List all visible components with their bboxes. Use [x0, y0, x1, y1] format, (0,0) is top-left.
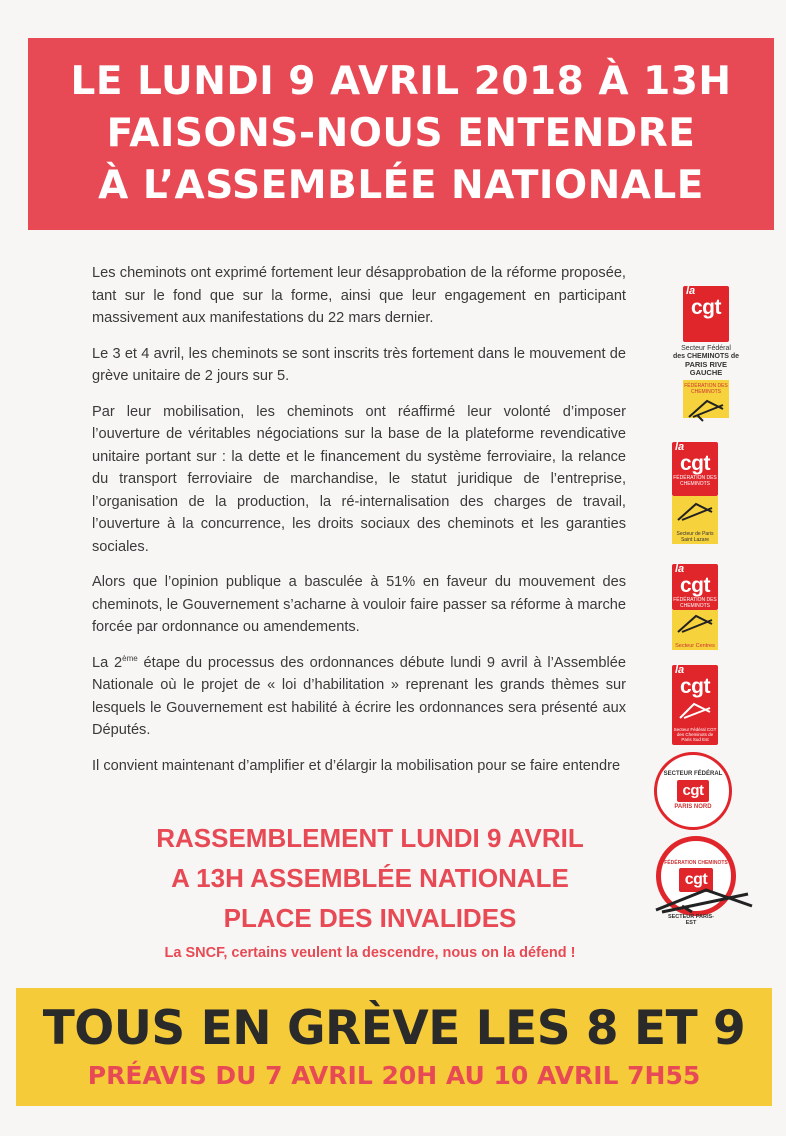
rail-icon — [672, 496, 718, 526]
logo-5-top: SECTEUR FÉDÉRAL — [663, 771, 723, 777]
logo-1-name: des CHEMINOTS de — [672, 353, 740, 360]
federation-label: FÉDÉRATION DES CHEMINOTS — [673, 475, 717, 487]
paragraph-2: Le 3 et 4 avril, les cheminots se sont inscrits très fortement dans le mouvement de grève unitaire de 2 jours sur 5. — [92, 345, 626, 384]
header-line-1: LE LUNDI 9 AVRIL 2018 À 13H — [70, 59, 732, 104]
paragraph-5-rest: étape du processus des ordonnances débute lundi 9 avril à l’Assemblée Nationale où le projet de « loi d’habilitation » reprenant les grands thèmes sur lesquels le Gouvernement est habilité à écrire les ordonnances sera présenté aux Députés. — [92, 654, 627, 738]
la-text: la — [686, 285, 696, 297]
cgt-text: cgt — [682, 782, 704, 799]
header-banner — [28, 38, 774, 230]
rally-line-3: PLACE DES INVALIDES — [223, 903, 517, 933]
logo-6-top: FÉDÉRATION CHEMINOTS — [664, 860, 728, 866]
cgt-text: cgt — [680, 574, 710, 597]
cgt-paris-sud-est-logo — [672, 665, 718, 745]
cgt-text: cgt — [684, 871, 708, 888]
cgt-paris-nord-badge — [654, 752, 732, 830]
rail-emblem — [683, 380, 729, 418]
cgt-text: cgt — [680, 452, 710, 475]
logo-5-bottom: PARIS NORD — [674, 804, 712, 810]
strike-notice: PRÉAVIS DU 7 AVRIL 20H AU 10 AVRIL 7H55 — [87, 1061, 701, 1090]
federation-label: FÉDÉRATION DES CHEMINOTS — [673, 597, 717, 609]
rail-emblem — [672, 496, 718, 544]
paragraph-5-superscript: ème — [122, 653, 138, 663]
paragraph-5 — [92, 652, 626, 742]
logo-4-sector: Secteur Fédéral CGT des Cheminots de Paris Sud Est — [673, 727, 717, 742]
rally-line-2: A 13H ASSEMBLÉE NATIONALE — [171, 863, 569, 893]
rail-icon — [672, 698, 718, 722]
header-line-2: FAISONS-NOUS ENTENDRE — [106, 111, 696, 156]
cgt-paris-est-badge — [652, 836, 756, 928]
cgt-card — [677, 780, 709, 802]
paragraph-4: Alors que l’opinion publique a basculée à 51% en faveur du mouvement des cheminots, le Gouvernement s’acharne à vouloir faire passer sa réforme à marche forcée par ordonnance ou amendements. — [92, 574, 626, 635]
cgt-paris-rive-gauche-logo — [672, 286, 740, 422]
cgt-card — [672, 564, 718, 610]
body-text — [92, 262, 626, 790]
la-text: la — [675, 441, 685, 453]
logo-6-bottom: SECTEUR PARIS-EST — [667, 914, 715, 926]
cgt-card — [683, 286, 729, 342]
cgt-card — [672, 442, 718, 496]
logo-3-sector: Secteur Centres — [675, 643, 715, 649]
rail-emblem — [672, 610, 718, 650]
footer-banner — [16, 988, 772, 1106]
rally-announcement — [80, 818, 660, 966]
rail-track-icon — [652, 884, 756, 914]
paragraph-3: Par leur mobilisation, les cheminots ont réaffirmé leur volonté d’imposer l’ouverture de véritables négociations sur la base de la plateforme revendicative unitaire portant sur : la dette et le financement du système ferroviaire, la relance du transport ferroviaire de marchandise, le statut juridique de l’entreprise, l’organisation de la production, la ré-internalisation des charges de travail, l’ouverture à la concurrence, les droits sociaux des cheminots et les garanties sociales. — [92, 403, 626, 555]
la-text: la — [675, 563, 685, 575]
rail-icon — [683, 395, 729, 423]
logo-1-place: PARIS RIVE GAUCHE — [685, 360, 727, 377]
strike-headline: TOUS EN GRÈVE LES 8 ET 9 — [42, 1001, 746, 1056]
la-text: la — [675, 664, 685, 676]
cgt-card — [672, 665, 718, 745]
logo-2-sector: Secteur de Paris Saint Lazare — [676, 531, 714, 543]
header-line-3: À L’ASSEMBLÉE NATIONALE — [98, 163, 704, 208]
rally-tagline: La SNCF, certains veulent la descendre, nous on la défend ! — [164, 945, 576, 961]
rail-icon — [672, 610, 718, 638]
paragraph-1: Les cheminots ont exprimé fortement leur désapprobation de la réforme proposée, tant sur le fond que sur la forme, ainsi que leur engagement en participant massivement aux manifestations du 22 mars dernier. — [92, 265, 626, 326]
paragraph-6: Il convient maintenant d’amplifier et d’élargir la mobilisation pour se faire entendre — [92, 757, 621, 774]
cgt-text: cgt — [691, 296, 721, 319]
logo-1-sector: Secteur Fédéral — [681, 345, 731, 352]
rally-line-1: RASSEMBLEMENT LUNDI 9 AVRIL — [156, 823, 584, 853]
cgt-text: cgt — [680, 675, 710, 698]
paragraph-5-prefix: La 2 — [92, 654, 123, 671]
federation-label: FÉDÉRATION DES CHEMINOTS — [684, 383, 728, 395]
cgt-secteur-centres-logo — [672, 564, 718, 650]
cgt-saint-lazare-logo — [672, 442, 718, 547]
